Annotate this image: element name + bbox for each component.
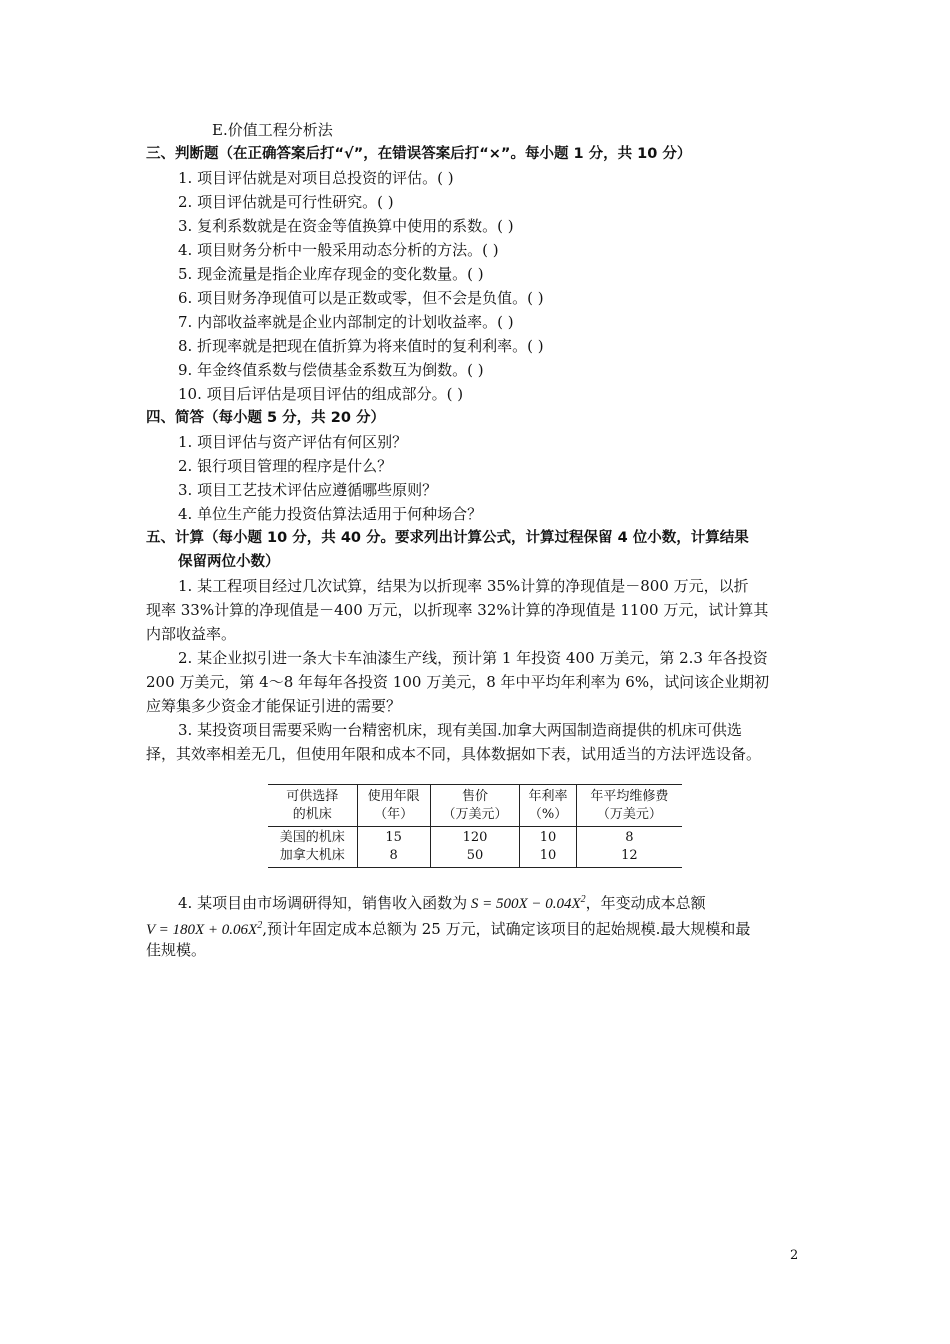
section-3-heading: 三、判断题（在正确答案后打“√”，在错误答案后打“×”。每小题 1 分，共 10 分） bbox=[146, 146, 692, 162]
table-cell: 加拿大机床 bbox=[268, 847, 357, 868]
table-header: （万美元） bbox=[576, 806, 682, 827]
judgement-item: 5. 现金流量是指企业库存现金的变化数量。( ) bbox=[178, 265, 484, 283]
short-answer-item: 2. 银行项目管理的程序是什么？ bbox=[178, 457, 393, 475]
table-header: 可供选择 bbox=[268, 785, 357, 807]
judgement-item: 6. 项目财务净现值可以是正数或零，但不会是负值。( ) bbox=[178, 289, 544, 307]
q4-text: 4. 某项目由市场调研得知，销售收入函数为 bbox=[178, 894, 468, 912]
table-cell: 50 bbox=[430, 847, 520, 868]
judgement-item: 2. 项目评估就是可行性研究。( ) bbox=[178, 193, 394, 211]
judgement-item: 9. 年金终值系数与偿债基金系数互为倒数。( ) bbox=[178, 361, 484, 379]
calc-q4-line-2 bbox=[146, 914, 750, 942]
table-header: 售价 bbox=[430, 785, 520, 807]
table-header-row bbox=[268, 785, 682, 807]
machine-comparison-table bbox=[268, 784, 682, 868]
short-answer-item: 4. 单位生产能力投资估算法适用于何种场合？ bbox=[178, 505, 483, 523]
calc-q4-line-3: 佳规模。 bbox=[146, 941, 207, 959]
cost-formula: $V = 180X + 0.06X^2$ bbox=[146, 920, 263, 938]
table-header-row bbox=[268, 806, 682, 827]
section-5-heading: 五、计算（每小题 10 分，共 40 分。要求列出计算公式，计算过程保留 4 位小数，计算结果 bbox=[146, 530, 749, 546]
table-header: （%） bbox=[520, 806, 576, 827]
table-cell: 15 bbox=[357, 827, 430, 848]
section-5-heading-cont: 保留两位小数） bbox=[178, 554, 280, 570]
table-row bbox=[268, 827, 682, 848]
table-cell: 10 bbox=[520, 847, 576, 868]
q4-text: ，年变动成本总额 bbox=[585, 894, 706, 912]
judgement-item: 1. 项目评估就是对项目总投资的评估。( ) bbox=[178, 169, 454, 187]
carryover-option: E.价值工程分析法 bbox=[212, 121, 333, 139]
short-answer-item: 1. 项目评估与资产评估有何区别？ bbox=[178, 433, 408, 451]
table-cell: 8 bbox=[576, 827, 682, 848]
calc-q2-line: 应筹集多少资金才能保证引进的需要？ bbox=[146, 697, 402, 715]
calc-q3-line: 择，其效率相差无几，但使用年限和成本不同，具体数据如下表，试用适当的方法评选设备。 bbox=[146, 745, 762, 763]
revenue-formula: $S = 500X - 0.04X^2$ bbox=[470, 894, 586, 912]
calc-q1-line: 现率 33%计算的净现值是－400 万元，以折现率 32%计算的净现值是 1100 万元，试计算其 bbox=[146, 601, 769, 619]
table-header: （年） bbox=[357, 806, 430, 827]
judgement-item: 8. 折现率就是把现在值折算为将来值时的复利利率。( ) bbox=[178, 337, 544, 355]
table-cell: 12 bbox=[576, 847, 682, 868]
calc-q2-line: 2. 某企业拟引进一条大卡车油漆生产线，预计第 1 年投资 400 万美元，第 2.3 年各投资 bbox=[178, 649, 768, 667]
table-cell: 120 bbox=[430, 827, 520, 848]
table-header: 使用年限 bbox=[357, 785, 430, 807]
calc-q2-line: 200 万美元，第 4～8 年每年各投资 100 万美元，8 年中平均年利率为 6%，试问该企业期初 bbox=[146, 673, 770, 691]
section-4-heading: 四、简答（每小题 5 分，共 20 分） bbox=[146, 410, 385, 426]
judgement-item: 10. 项目后评估是项目评估的组成部分。( ) bbox=[178, 385, 464, 403]
table-cell: 美国的机床 bbox=[279, 830, 345, 845]
table-header: 年利率 bbox=[520, 785, 576, 807]
table-cell: 8 bbox=[357, 847, 430, 868]
table-header: 年平均维修费 bbox=[576, 785, 682, 807]
judgement-item: 7. 内部收益率就是企业内部制定的计划收益率。( ) bbox=[178, 313, 514, 331]
table-cell: 10 bbox=[520, 827, 576, 848]
calc-q1-line: 1. 某工程项目经过几次试算，结果为以折现率 35%计算的净现值是－800 万元，以折 bbox=[178, 577, 749, 595]
table-row bbox=[268, 847, 682, 868]
calc-q4-line-1 bbox=[178, 888, 706, 916]
judgement-item: 3. 复利系数就是在资金等值换算中使用的系数。( ) bbox=[178, 217, 514, 235]
table-header: 的机床 bbox=[268, 806, 357, 827]
short-answer-item: 3. 项目工艺技术评估应遵循哪些原则？ bbox=[178, 481, 438, 499]
q4-text: ,预计年固定成本总额为 25 万元，试确定该项目的起始规模.最大规模和最 bbox=[262, 920, 751, 938]
calc-q1-line: 内部收益率。 bbox=[146, 625, 237, 643]
table-header: （万美元） bbox=[430, 806, 520, 827]
page-number: 2 bbox=[790, 1248, 799, 1263]
calc-q3-line: 3. 某投资项目需要采购一台精密机床，现有美国.加拿大两国制造商提供的机床可供选 bbox=[178, 721, 742, 739]
judgement-item: 4. 项目财务分析中一般采用动态分析的方法。( ) bbox=[178, 241, 499, 259]
